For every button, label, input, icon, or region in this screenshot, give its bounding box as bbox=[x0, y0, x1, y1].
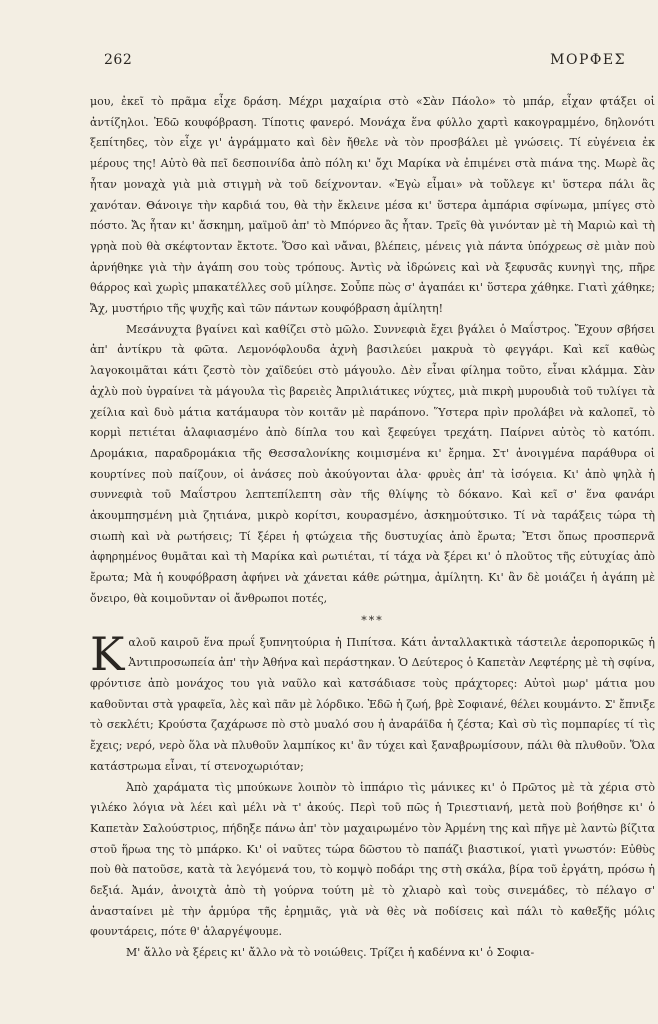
paragraph: Μεσάνυχτα βγαίνει καὶ καθίζει στὸ μῶλο. Συννεφιὰ ἔχει βγάλει ὁ Μαΐστρος. Ἔχουν σβήσει ἀπ' ἀντίκρυ τὰ φῶτα. Λεμονόφλουδα ἀχνὴ βασιλεύει μακρυὰ τὸ φεγγάρι. Καὶ κεῖ καθὼς λαγοκοιμᾶται κάτι ζεστὸ τὸν χαϊδεύει στὸ μάγουλο. Δὲν εἶναι φίλημα τοῦτο, εἶναι κλάμμα. Σὰν ἀχλὺ ποὺ ὑγραίνει τὰ μάγουλα τὶς βαρειὲς Ἀπριλιάτικες νύχτες, μιὰ πικρὴ μυρουδιὰ τοῦ τυλίγει τὰ χείλια καὶ δυὸ μάτια κατάμαυρα τὸν κοιτᾶν μὲ παράπονο. Ὕστερα πρὶν προλάβει νὰ καλοπεῖ, τὸ κορμὶ πετιέται ἀλαφιασμένο ἀπὸ δίπλα του καὶ ξεφεύγει τρεχάτη. Παίρνει αὐτὸς τὸ κατόπι. Δρομάκια, παραδρομάκια τῆς Θεσσαλονίκης κοιμισμένα κι' ἔρημα. Στ' ἀνοιγμένα παράθυρα οἱ κουρτίνες ποὺ παίζουν, οἱ ἀνάσες ποὺ ἀκούγονται ἀλα· φρυὲς ἀπ' τὰ ἰσόγεια. Κι' ἀπὸ ψηλὰ ἡ συννεφιὰ τοῦ Μαΐστρου λεπτεπίλεπτη σὰν τῆς θλίψης τὸ δόκανο. Καὶ κεῖ σ' ἕνα φανάρι ἀκουμπησμένη μιὰ ζητιάνα, μικρὸ κορίτσι, κουρασμένο, ἀσκημούτσικο. Τί νὰ ταράξεις τώρα τὴ σιωπὴ καὶ νὰ ρωτήσεις; Τί ξέρει ἡ φτώχεια τῆς δυστυχίας ἀπὸ ἔρωτα; Ἔτσι ὅπως προσπερνᾶ ἀφηρημένος θυμᾶται καὶ τὴ Μαρίκα καὶ ρωτιέται, τί τάχα νὰ ξέρει κι' ὁ πλοῦτος τῆς εὐτυχίας ἀπὸ ἔρωτα; Μὰ ἡ κουφόβραση ἀφήνει νὰ χάνεται κάθε ρώτημα, ἀμίλητη. Κι' ἂν δὲ μοιάζει ἡ ἀγάπη μὲ ὄνειρο, θὰ κοιμοῦνταν οἱ ἄνθρωποι ποτές, bbox=[90, 322, 655, 605]
dropcap-initial: Κ bbox=[90, 626, 125, 681]
paragraph: Μ' ἄλλο νὰ ξέρεις κι' ἄλλο νὰ τὸ νοιώθεις. Τρίζει ἡ καδέννα κι' ὁ Σοφια- bbox=[126, 946, 535, 960]
paragraph: Ἀπὸ χαράματα τὶς μπούκωνε λοιπὸν τὸ ἱππάριο τὶς μάνικες κι' ὁ Πρῶτος μὲ τὰ χέρια στὸ γιλέκο λόγια νὰ λέει καὶ μέλι νὰ τ' ἀκούς. Περὶ τοῦ πῶς ἡ Τριεστιανή, μετὰ ποὺ βοήθησε κι' ὁ Καπετὰν Σαλούστριος, πήδηξε πάνω ἀπ' τὸν μαχαιρωμένο τὸν Ἀρμένη της καὶ πῆγε μὲ λαντὼ βίζιτα στοῦ ἥρωα της τὸ μπάρκο. Κι' οἱ ναῦτες τώρα δῶστου τὸ παπάζι βιαστικοί, γιατὶ γνωστόν: Εὐθὺς ποὺ θὰ πατοῦσε, κατὰ τὰ λεγόμενά του, τὸ κομψὸ ποδάρι της στὴ σκάλα, βίρα τοῦ ἐργάτη, πρόσω ἡ δεξιά. Ἀμάν, ἀνοιχτὰ ἀπὸ τὴ γούρνα τούτη μὲ τὸ χλιαρὸ καὶ τοὺς σινεμάδες, τὸ πέλαγο σ' ἀνασταίνει μὲ τὴν ἁρμύρα τῆς ἐρημιᾶς, γιὰ νὰ θὲς νὰ ποδίσεις καὶ πάλι τὸ καθεξῆς μόλις φουντάρεις, πότε θ' ἀλαργέψουμε. bbox=[90, 780, 655, 939]
dropcap-paragraph bbox=[90, 626, 655, 778]
paragraph: μου, ἐκεῖ τὸ πρᾶμα εἶχε δράση. Μέχρι μαχαίρια στὸ «Σὰν Πάολο» τὸ μπάρ, εἶχαν φτάξει οἱ ἀντίζηλοι. Ἐδῶ κουφόβραση. Τίποτις φανερό. Μονάχα ἕνα φύλλο χαρτὶ κακογραμμένο, δηλονότι ξεπίτηδες, τὸν εἶχε γι' ἀγράμματο καὶ δὲν ἤθελε νὰ τὸν προσβάλει μὲ γνώσεις. Τί εὐγένεια ἐκ μέρους της! Αὐτὸ θὰ πεῖ δεσποινίδα ἀπὸ πόλη κι' ὄχι Μαρίκα νὰ ἐπιμένει στὰ πιάνα της. Μωρὲ ἂς ἦταν μοναχὰ γιὰ μιὰ στιγμὴ νὰ τοῦ δείχνονταν. «Ἐγὼ εἶμαι» νὰ τοὔλεγε κι' ὕστερα πάλι ἂς χανόταν. Θάνοιγε τὴν καρδιά του, θὰ τὴν ἔκλεινε μέσα κι' ὕστερα ἀμπάρια σφίνωμα, μπίγες στὸ πόστο. Ἄς ἦταν κι' ἄσκημη, μαϊμοῦ ἀπ' τὸ Μπόρνεο ἂς ἦταν. Τρεῖς θὰ γινόνταν μὲ τὴ Μαριὼ καὶ τὴ γρηὰ ποὺ θὰ σκέφτονταν ἔκτοτε. Ὅσο καὶ νἄναι, βλέπεις, μένεις γιὰ πάντα ὑπόχρεως σὲ μιὰν ποὺ ἀρνήθηκε γιὰ τὴν ἀγάπη σου τοὺς τρόπους. Ἀντὶς νὰ ἰδρώνεις καὶ νὰ ξεφυσᾶς κυνηγὶ της, πῆρε θάρρος καὶ χωρὶς μπακατέλλες σοῦ μίλησε. Σοὖπε πὼς σ' ἀγαπάει κι' ὕστερα χάθηκε. Γιατὶ χάθηκε; Ἄχ, μυστήριο τῆς ψυχῆς καὶ τῶν πάντων κουφόβραση ἀμίλητη! bbox=[90, 95, 655, 316]
page-number: 262 bbox=[104, 52, 133, 68]
section-separator: *** bbox=[361, 613, 384, 627]
dropcap-paragraph-text: αλοῦ καιροῦ ἕνα πρωΐ ξυπνητούρια ἡ Πιπίτσα. Κάτι ἀνταλλακτικὰ τάστειλε ἀεροπορικῶς ἡ Ἀντιπροσωπεία ἀπ' τὴν Ἀθήνα καὶ περάστηκαν. Ὁ Δεύτερος ὁ Καπετὰν Λεφτέρης μὲ τὴ σφίνα, φρόντισε ἀπὸ μονάχος του γιὰ ναῦλο καὶ κατσάδιασε τοὺς πράχτορες: Αὐτοὶ μωρ' μάτια μου καθοῦνται στὰ γραφεῖα, λὲς καὶ πᾶν μὲ λόρδικο. Ἐδῶ ἡ ζωή, βρὲ Σοφιανέ, θέλει κουμάντο. Σ' ἔπνιξε τὸ σεκλέτι; Κρούστα ζαχάρωσε πὸ στὸ μυαλό σου ἡ ἀναράϊδα ἡ ζέστα; Καὶ σὺ τὶς πομπαρίες τί τὶς ἔχεις; νερό, νερὸ ὅλα νὰ πλυθοῦν λαμπίκος κι' ἂν τύχει καὶ ξαναβρωμίσουν, πάλι θὰ πλυθοῦν. Ὅλα κατάστρωμα εἶναι, τί στενοχωριόταν; bbox=[90, 635, 655, 773]
running-title: ΜΟΡΦΕΣ bbox=[550, 52, 626, 68]
body-text bbox=[90, 92, 655, 964]
